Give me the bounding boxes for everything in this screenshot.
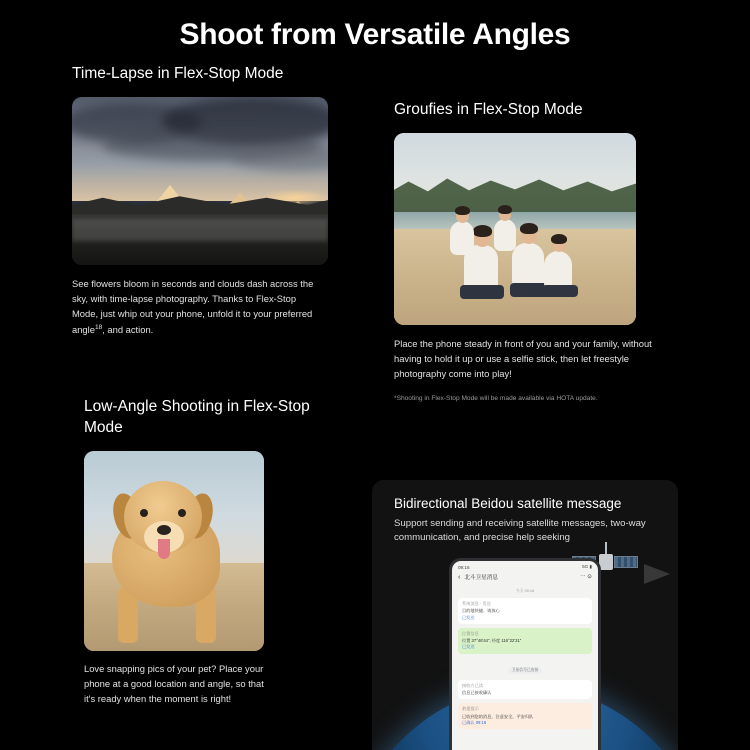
panel-lowangle [84, 397, 344, 707]
beidou-title: Bidirectional Beidou satellite message [394, 496, 622, 511]
chat-time-divider: 今天 09:16 [515, 589, 535, 593]
message-sender: 接收方已读 [462, 682, 483, 688]
chat-message [458, 598, 592, 624]
status-time: 09:16 [458, 564, 470, 570]
lowangle-image [84, 451, 264, 651]
panel-groufies-title: Groufies in Flex-Stop Mode [394, 101, 583, 118]
groufies-image [394, 133, 636, 325]
panel-lowangle-title: Low-Angle Shooting in Flex-Stop Mode [84, 398, 310, 436]
phone-nav-title: 北斗卫星消息 [464, 575, 498, 581]
message-sender: 系统消息 · 发送 [462, 601, 491, 606]
message-text: 已收到您的消息，注意安全，平安归队 [462, 713, 534, 719]
lowangle-caption: Love snapping pics of your pet? Place your phone at a good location and angle, so that it's ready when the moment is right! [84, 662, 264, 705]
message-text: 信息已接收确认 [462, 690, 492, 696]
message-sub: 已发送 [462, 614, 475, 620]
panel-grid [0, 52, 750, 742]
message-sender: 救援提示 [462, 706, 479, 712]
panel-timelapse-title: Time-Lapse in Flex-Stop Mode [72, 65, 284, 82]
page-title: Shoot from Versatile Angles [179, 18, 571, 51]
panel-beidou [372, 480, 678, 750]
chat-thread [452, 585, 598, 735]
signal-beam-icon [644, 564, 670, 584]
panel-groufies [394, 100, 666, 404]
timelapse-caption-text: See flowers bloom in seconds and clouds dash across the sky, with time-lapse photography. Thanks to Flex-Stop Mode, just whip out your phone, unfold it to your preferred angle [72, 277, 314, 335]
message-text: 目的地快捷、请放心 [462, 608, 500, 614]
phone-mockup [449, 558, 601, 750]
chat-message [458, 680, 592, 700]
status-indicators: 5G ▮ [582, 564, 592, 569]
beidou-subtitle: Support sending and receiving satellite messages, two-way communication, and precise help seeking [394, 518, 646, 544]
panel-timelapse [72, 64, 330, 337]
chat-message [458, 703, 592, 729]
timelapse-caption-tail: , and action. [102, 323, 154, 335]
connection-pill: 卫星信号已连接 [508, 667, 543, 674]
more-options-icon[interactable]: ⋯ ⊙ [580, 574, 592, 580]
back-icon[interactable]: ‹ [458, 573, 461, 581]
timelapse-image [72, 97, 328, 265]
message-sender: 位置信息 [462, 630, 479, 636]
timelapse-caption-superscript: 18 [94, 323, 103, 331]
timelapse-caption [72, 276, 324, 337]
groufies-caption: Place the phone steady in front of you and your family, without having to hold it up or use a selfie stick, then let freestyle photography come into play! [394, 337, 652, 380]
message-text: 位置 37°46'44", 经度 116°22'31" [462, 638, 522, 644]
message-sub: 已发送 [462, 644, 475, 650]
message-sub: 已确认 09:16 [462, 719, 487, 725]
phone-nav-bar [452, 571, 598, 585]
chat-message [458, 628, 592, 654]
groufies-footnote: *Shooting in Flex-Stop Mode will be made available via HOTA update. [394, 394, 598, 402]
phone-status-bar [452, 561, 598, 571]
